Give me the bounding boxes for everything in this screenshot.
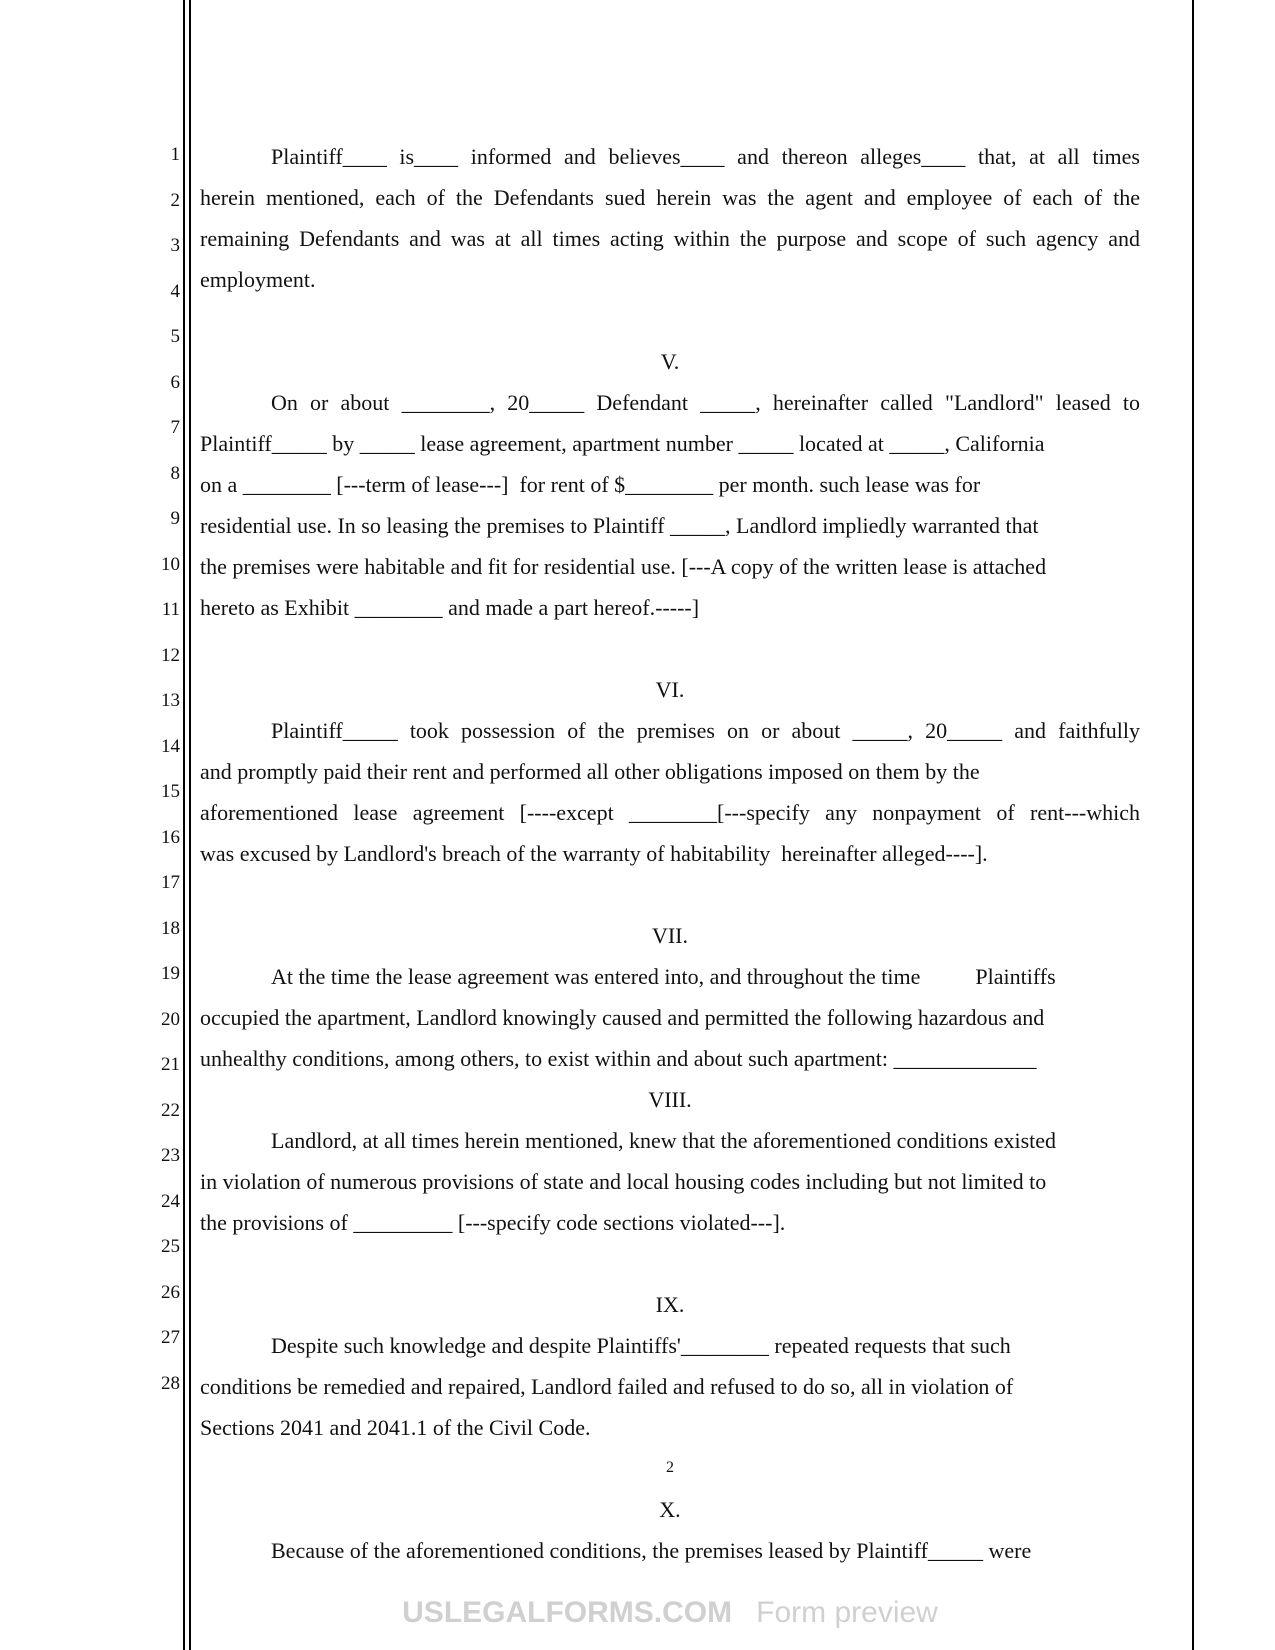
- body-text-line: At the time the lease agreement was entered into, and throughout the time Plaintiffs: [271, 964, 1056, 989]
- body-text-line: occupied the apartment, Landlord knowingly caused and permitted the following hazardous and: [200, 1005, 1045, 1030]
- line-number: 15: [161, 781, 180, 802]
- body-text-line: conditions be remedied and repaired, Landlord failed and refused to do so, all in violation of: [200, 1374, 1014, 1399]
- section-heading: IX.: [655, 1292, 685, 1317]
- line-number: 19: [161, 963, 180, 984]
- body-text-line: hereto as Exhibit ________ and made a part hereof.-----]: [200, 595, 700, 620]
- line-number: 2: [170, 189, 180, 211]
- body-text-line: in violation of numerous provisions of state and local housing codes including but not limited to: [200, 1169, 1047, 1194]
- watermark-sub: Form preview: [756, 1596, 938, 1629]
- section-heading: VIII.: [648, 1087, 692, 1112]
- line-number: 23: [161, 1145, 180, 1166]
- body-text-line: Plaintiff_____ by _____ lease agreement, apartment number _____ located at _____, California: [200, 431, 1045, 456]
- body-text-line: Because of the aforementioned conditions, the premises leased by Plaintiff_____ were: [271, 1538, 1032, 1563]
- line-number: 25: [161, 1236, 180, 1257]
- body-text-line: and promptly paid their rent and performed all other obligations imposed on them by the: [200, 759, 980, 784]
- line-number: 4: [170, 280, 180, 302]
- body-text-line: On or about ________, 20_____ Defendant _____, hereinafter called "Landlord" leased to: [271, 390, 1140, 415]
- body-text-line: unhealthy conditions, among others, to exist within and about such apartment: _____________: [200, 1046, 1037, 1071]
- line-number: 28: [161, 1372, 180, 1394]
- line-number: 26: [161, 1281, 180, 1303]
- line-number: 17: [161, 872, 180, 893]
- body-text-line: residential use. In so leasing the premises to Plaintiff _____, Landlord impliedly warranted that: [200, 513, 1039, 538]
- body-text-line: Plaintiff____ is____ informed and believes____ and thereon alleges____ that, at all times: [271, 144, 1140, 169]
- left-margin-rule-inner: [189, 0, 191, 1650]
- watermark-brand: USLEGALFORMS.COM: [402, 1596, 733, 1629]
- line-number: 7: [170, 417, 180, 438]
- body-text-line: Despite such knowledge and despite Plaintiffs'________ repeated requests that such: [271, 1333, 1011, 1358]
- line-number: 27: [161, 1327, 180, 1348]
- body-text-line: aforementioned lease agreement [----except ________[---specify any nonpayment of rent---which: [200, 800, 1140, 825]
- left-margin-rule-outer: [183, 0, 185, 1650]
- section-heading: X.: [659, 1497, 681, 1522]
- line-number: 16: [161, 826, 180, 848]
- line-number: 1: [170, 144, 180, 165]
- line-number: 13: [161, 690, 180, 711]
- body-text-line: remaining Defendants and was at all times acting within the purpose and scope of such agency and: [200, 226, 1140, 251]
- line-number: 22: [161, 1099, 180, 1121]
- body-text-line: the premises were habitable and fit for residential use. [---A copy of the written lease is attached: [200, 554, 1047, 579]
- line-number: 18: [161, 917, 180, 939]
- line-number: 5: [170, 326, 180, 347]
- body-text-line: was excused by Landlord's breach of the warranty of habitability hereinafter alleged----].: [200, 841, 988, 866]
- section-heading: VI.: [655, 677, 685, 702]
- body-text-line: the provisions of _________ [---specify code sections violated---].: [200, 1210, 786, 1235]
- line-number: 20: [161, 1008, 180, 1030]
- body-text-line: Plaintiff_____ took possession of the premises on or about _____, 20_____ and faithfully: [271, 718, 1140, 743]
- body-text-line: Landlord, at all times herein mentioned, knew that the aforementioned conditions existed: [271, 1128, 1057, 1153]
- line-number: 12: [161, 644, 180, 666]
- right-margin-rule: [1192, 0, 1194, 1650]
- line-number: 11: [161, 599, 180, 620]
- line-number: 6: [170, 371, 180, 393]
- body-text-line: Sections 2041 and 2041.1 of the Civil Code.: [200, 1415, 591, 1440]
- line-number: 3: [170, 235, 180, 256]
- section-heading: V.: [660, 349, 680, 374]
- line-number: 14: [161, 735, 180, 757]
- line-number: 24: [161, 1190, 180, 1212]
- line-number: 9: [170, 508, 180, 529]
- line-number: 10: [161, 553, 180, 575]
- line-number: 8: [170, 462, 180, 484]
- body-text-line: employment.: [200, 267, 316, 292]
- page-number: 2: [666, 1459, 674, 1476]
- body-text-line: herein mentioned, each of the Defendants sued herein was the agent and employee of each of the: [200, 185, 1140, 210]
- body-text-line: on a ________ [---term of lease---] for rent of $________ per month. such lease was for: [200, 472, 981, 497]
- watermark: [200, 1595, 1140, 1631]
- line-number: 21: [161, 1054, 180, 1075]
- section-heading: VII.: [651, 923, 689, 948]
